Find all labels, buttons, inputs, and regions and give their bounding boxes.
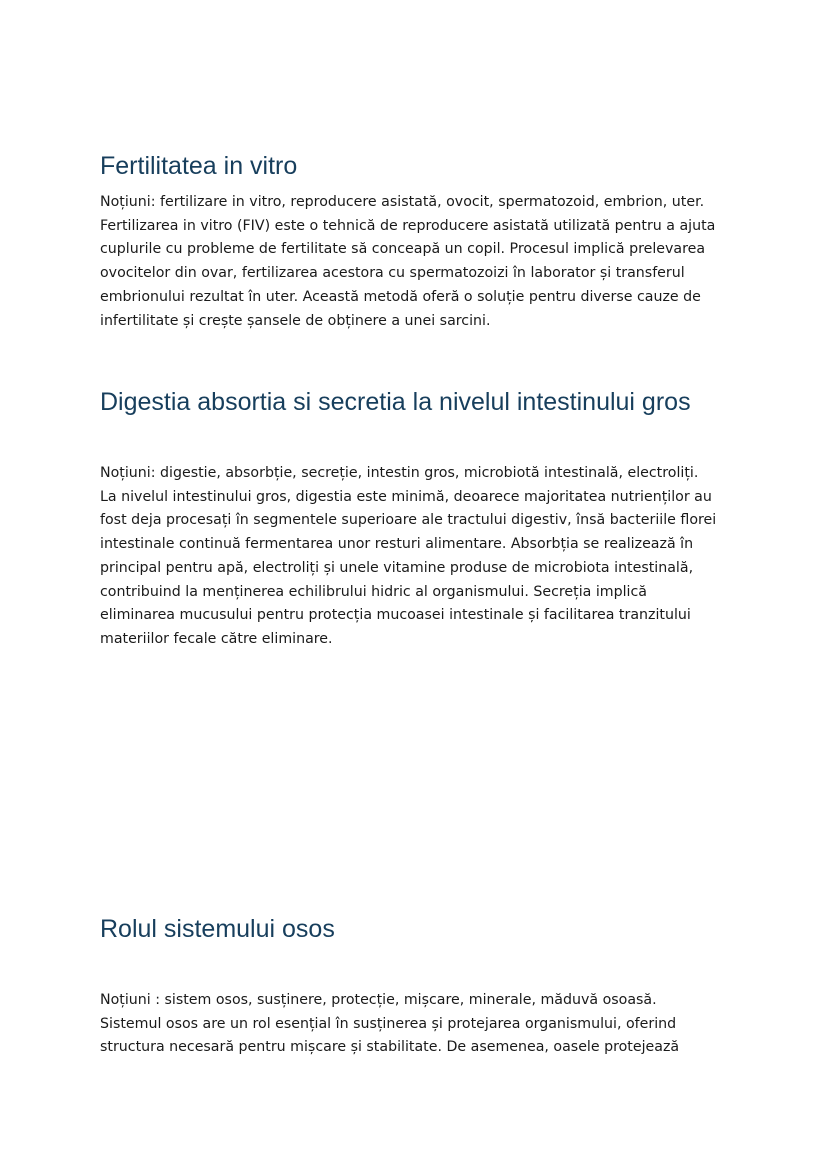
body-line: cuplurile cu probleme de fertilitate să conceapă un copil. Procesul implică prelevarea (100, 241, 706, 258)
section-title-fertilitatea: Fertilitatea in vitro (100, 152, 298, 180)
section-title-sistem-osos: Rolul sistemului osos (100, 915, 335, 943)
section-title-digestia: Digestia absortia si secretia la nivelul intestinului gros (100, 388, 691, 416)
body-line: Fertilizarea in vitro (FIV) este o tehnică de reproducere asistată utilizată pentru a ajuta (100, 217, 716, 234)
body-line: principal pentru apă, electroliți și unele vitamine produse de microbiota intestinală, (100, 559, 694, 576)
section-body-digestia (100, 462, 740, 652)
body-line: materiilor fecale către eliminare. (100, 630, 333, 647)
section-body-fertilitatea (100, 191, 740, 333)
body-line: ovocitelor din ovar, fertilizarea acestora cu spermatozoizi în laborator și transferul (100, 265, 685, 282)
body-line: Noțiuni : sistem osos, susținere, protecție, mișcare, minerale, măduvă osoasă. (100, 992, 657, 1008)
body-line: structura necesară pentru mișcare și stabilitate. De asemenea, oasele protejează (100, 1039, 680, 1056)
body-line: infertilitate și crește șansele de obținere a unei sarcini. (100, 312, 491, 329)
body-line: intestinale continuă fermentarea unor resturi alimentare. Absorbția se realizează în (100, 536, 694, 553)
body-line: fost deja procesați în segmentele superioare ale tractului digestiv, însă bacteriile florei (100, 512, 717, 529)
body-line: eliminarea mucusului pentru protecția mucoasei intestinale și facilitarea tranzitului (100, 607, 691, 624)
body-line: Noțiuni: digestie, absorbție, secreție, intestin gros, microbiotă intestinală, electroliți. (100, 465, 699, 481)
body-line: Noțiuni: fertilizare in vitro, reproducere asistată, ovocit, spermatozoid, embrion, uter. (100, 194, 705, 210)
body-line: La nivelul intestinului gros, digestia este minimă, deoarece majoritatea nutrienților au (100, 488, 712, 505)
section-body-sistem-osos (100, 989, 740, 1060)
body-line: embrionului rezultat în uter. Această metodă oferă o soluție pentru diverse cauze de (100, 288, 701, 305)
body-line: contribuind la menținerea echilibrului hidric al organismului. Secreția implică (100, 583, 647, 600)
body-line: Sistemul osos are un rol esențial în susținerea și protejarea organismului, oferind (100, 1015, 677, 1032)
